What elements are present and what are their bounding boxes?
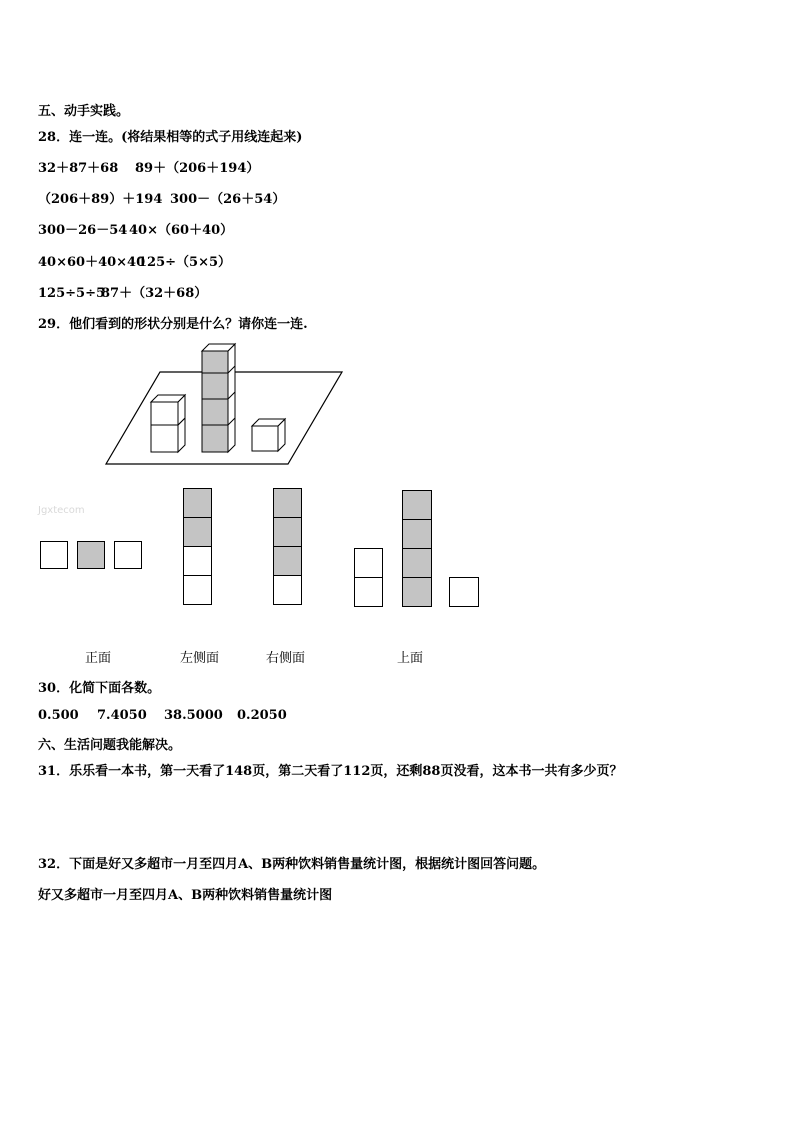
view-square-shaded (402, 577, 432, 607)
view-square-shaded (183, 488, 212, 518)
view-label-front: 正面 (85, 651, 112, 666)
expression-left: 125÷5÷5 (38, 286, 106, 301)
expression-left: 32＋87＋68 (38, 161, 119, 176)
view-square (273, 575, 302, 605)
expression-row (38, 188, 285, 207)
expression-row (38, 282, 207, 301)
expression-right: 125÷（5×5） (138, 255, 232, 270)
left-stack-cubes (151, 395, 185, 452)
view-square-shaded (273, 488, 302, 518)
base-plane (106, 372, 342, 464)
chart-title: 好又多超市一月至四月A、B两种饮料销售量统计图 (38, 888, 333, 903)
question-29-prompt: 29．他们看到的形状分别是什么？请你连一连. (38, 317, 308, 332)
expression-left: （206＋89）＋194 (38, 192, 163, 207)
view-square-shaded (77, 541, 105, 569)
expression-right: 300－（26＋54） (170, 192, 286, 207)
view-label-top: 上面 (397, 651, 424, 666)
view-square-shaded (273, 546, 302, 576)
question-30-prompt: 30．化简下面各数。 (38, 681, 161, 696)
view-square (354, 577, 383, 607)
view-label-left-side: 左侧面 (180, 651, 220, 666)
right-single-cube (252, 419, 285, 451)
expression-row (38, 157, 259, 176)
expression-left: 300－26－54 (38, 223, 128, 238)
section-5-title: 五、动手实践。 (38, 104, 130, 119)
view-square (449, 577, 479, 607)
section-6-title: 六、生活问题我能解决。 (38, 738, 182, 753)
middle-stack-cubes (202, 344, 235, 452)
question-28-prompt: 28．连一连。(将结果相等的式子用线连起来) (38, 130, 303, 145)
expression-right: 89＋（206＋194） (135, 161, 260, 176)
view-square (40, 541, 68, 569)
expression-row (38, 219, 233, 238)
expression-right: 87＋（32＋68） (101, 286, 208, 301)
number-item: 38.5000 (164, 708, 223, 723)
number-item: 0.2050 (237, 708, 287, 723)
view-square-shaded (402, 519, 432, 549)
view-square (354, 548, 383, 578)
expression-right: 40×（60＋40） (129, 223, 234, 238)
question-31-text: 31．乐乐看一本书，第一天看了148页，第二天看了112页，还剩88页没看，这本书一共有多少页？ (38, 764, 623, 779)
view-square-shaded (183, 517, 212, 547)
number-list (38, 708, 287, 723)
view-square (114, 541, 142, 569)
view-square (183, 575, 212, 605)
question-32-text: 32．下面是好又多超市一月至四月A、B两种饮料销售量统计图，根据统计图回答问题。 (38, 857, 546, 872)
view-label-right-side: 右侧面 (266, 651, 306, 666)
expression-left: 40×60＋40×40 (38, 255, 146, 270)
number-item: 0.500 (38, 708, 79, 723)
view-square (183, 546, 212, 576)
view-square-shaded (402, 548, 432, 578)
watermark-text: Jgxtecom (38, 505, 85, 516)
view-square-shaded (273, 517, 302, 547)
view-square-shaded (402, 490, 432, 520)
expression-row (38, 251, 231, 270)
number-item: 7.4050 (97, 708, 147, 723)
